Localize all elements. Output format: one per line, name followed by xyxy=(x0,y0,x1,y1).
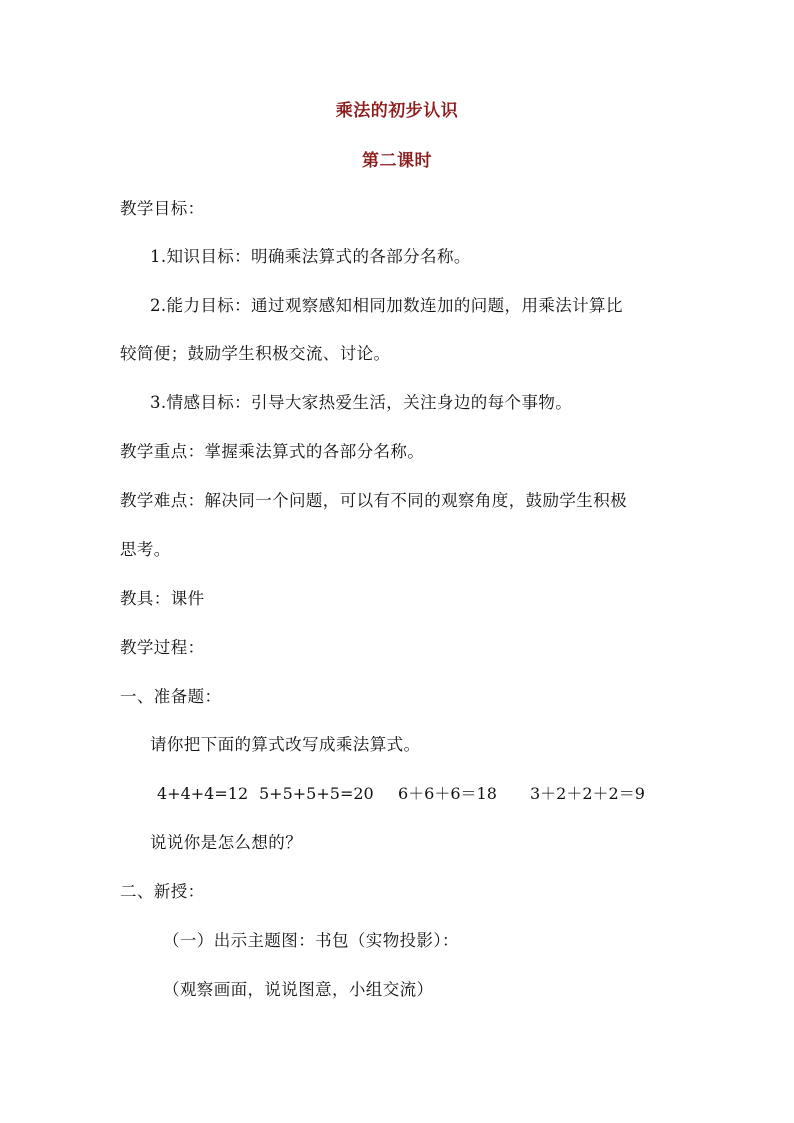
formula-item: 5+5+5+5=20 xyxy=(259,784,374,803)
objectives-heading: 教学目标： xyxy=(120,199,205,218)
objective-1: 1.知识目标：明确乘法算式的各部分名称。 xyxy=(150,247,471,266)
difficulty-line-2: 思考。 xyxy=(120,540,171,559)
formula-item: 6＋6＋6＝18 xyxy=(398,784,497,803)
section-1-question: 说说你是怎么想的？ xyxy=(150,833,303,852)
teaching-tools: 教具：课件 xyxy=(120,589,205,608)
section-2-item-1: （一）出示主题图：书包（实物投影）： xyxy=(163,931,459,950)
objective-3: 3.情感目标：引导大家热爱生活，关注身边的每个事物。 xyxy=(150,393,573,412)
formula-item: 3＋2＋2＋2＝9 xyxy=(530,784,645,803)
formula-item: 4+4+4=12 xyxy=(157,784,249,803)
section-1-prompt: 请你把下面的算式改写成乘法算式。 xyxy=(150,735,421,754)
objective-2-line-1: 2.能力目标：通过观察感知相同加数连加的问题，用乘法计算比 xyxy=(150,296,623,315)
document-subtitle: 第二课时 xyxy=(362,151,432,171)
process-heading: 教学过程： xyxy=(120,638,205,657)
objective-2-line-2: 较简便；鼓励学生积极交流、讨论。 xyxy=(120,344,391,363)
section-2-item-2: （观察画面，说说图意，小组交流） xyxy=(163,980,434,999)
key-point: 教学重点：掌握乘法算式的各部分名称。 xyxy=(120,442,425,461)
section-2-heading: 二、新授： xyxy=(120,882,205,901)
document-title: 乘法的初步认识 xyxy=(335,101,459,121)
difficulty-line-1: 教学难点：解决同一个问题，可以有不同的观察角度，鼓励学生积极 xyxy=(120,491,627,510)
section-1-heading: 一、准备题： xyxy=(120,687,222,706)
